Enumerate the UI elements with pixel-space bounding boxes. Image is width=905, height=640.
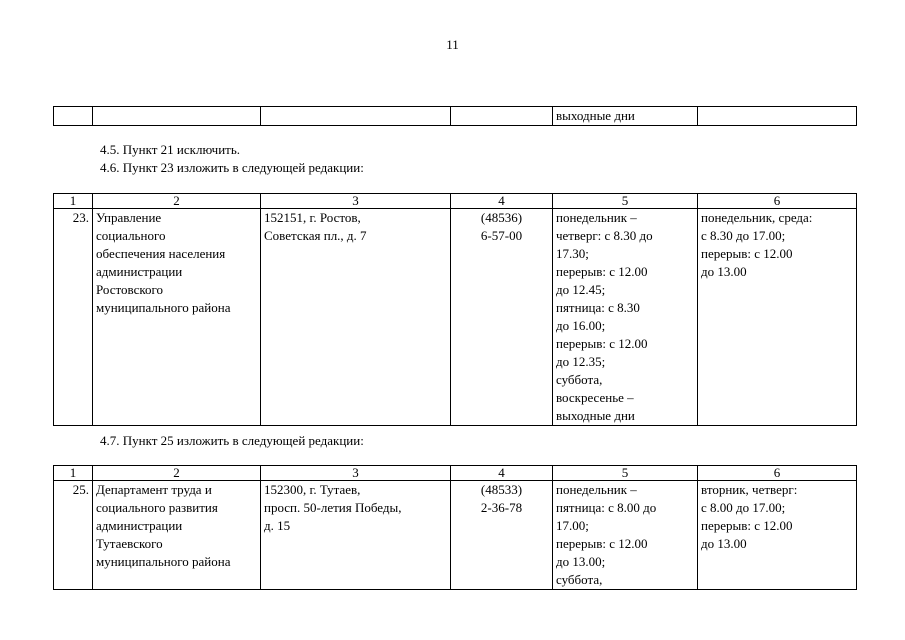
text-line: 17.00; [556,518,589,533]
organization-name [93,209,261,426]
text-line: перерыв: с 12.00 [556,264,648,279]
col-num-5: 5 [553,194,698,209]
text-line: 6-57-00 [480,228,523,243]
text-line: с 8.30 до 17.00; [701,228,786,243]
text-line: перерыв: с 12.00 [556,336,648,351]
paragraph-4-6: 4.6. Пункт 23 изложить в следующей редакции: [100,160,364,175]
organization-name [93,481,261,590]
column-number-row [54,194,857,209]
table-item-25 [53,465,857,590]
table-row [54,209,857,426]
table-item-23 [53,193,857,426]
text-line: обеспечения населения [96,246,226,261]
col-num-6: 6 [698,194,857,209]
text-line: 2-36-78 [480,500,523,515]
table-row [54,481,857,590]
address [261,481,451,590]
text-line: четверг: с 8.30 до [556,228,653,243]
text-line: Управление [96,210,162,225]
text-line: выходные дни [556,408,635,423]
text-line: муниципального района [96,554,231,569]
text-line: понедельник – [556,482,637,497]
text-line: перерыв: с 12.00 [556,536,648,551]
text-line: социального [96,228,166,243]
text-line: 17.30; [556,246,589,261]
col-num-2: 2 [93,466,261,481]
text-line: Департамент труда и [96,482,212,497]
prev-cell-5: выходные дни [553,107,698,126]
text-line: 152151, г. Ростов, [264,210,361,225]
text-line: до 13.00; [556,554,606,569]
phone [451,209,553,426]
text-line: Советская пл., д. 7 [264,228,367,243]
text-line: д. 15 [264,518,291,533]
text-line: пятница: с 8.30 [556,300,640,315]
text-line: (48533) [480,482,523,497]
text-line: до 16.00; [556,318,606,333]
col-num-3: 3 [261,194,451,209]
work-schedule [553,481,698,590]
text-line: перерыв: с 12.00 [701,246,793,261]
reception-hours [698,209,857,426]
text-line: понедельник – [556,210,637,225]
text-line: пятница: с 8.00 до [556,500,657,515]
text-line: администрации [96,264,183,279]
prev-cell-4 [451,107,553,126]
col-num-3: 3 [261,466,451,481]
text-line: социального развития [96,500,218,515]
col-num-4: 4 [451,466,553,481]
row-number: 23. [54,209,93,426]
text-line: администрации [96,518,183,533]
text-line: просп. 50-летия Победы, [264,500,402,515]
work-schedule [553,209,698,426]
previous-table-fragment [53,106,857,126]
reception-hours [698,481,857,590]
text-line: до 12.45; [556,282,606,297]
text-line: (48536) [480,210,523,225]
col-num-1: 1 [54,194,93,209]
page-number: 11 [446,37,459,52]
paragraph-4-7: 4.7. Пункт 25 изложить в следующей редакции: [100,433,364,448]
text-line: с 8.00 до 17.00; [701,500,786,515]
paragraph-4-5: 4.5. Пункт 21 исключить. [100,142,241,157]
prev-cell-1 [54,107,93,126]
column-number-row [54,466,857,481]
text-line: перерыв: с 12.00 [701,518,793,533]
text-line: суббота, [556,572,603,587]
text-line: понедельник, среда: [701,210,813,225]
text-line: до 13.00 [701,536,747,551]
col-num-2: 2 [93,194,261,209]
text-line: до 12.35; [556,354,606,369]
col-num-4: 4 [451,194,553,209]
row-number: 25. [54,481,93,590]
prev-cell-3 [261,107,451,126]
col-num-6: 6 [698,466,857,481]
address [261,209,451,426]
prev-cell-2 [93,107,261,126]
prev-cell-6 [698,107,857,126]
text-line: Тутаевского [96,536,163,551]
text-line: 152300, г. Тутаев, [264,482,361,497]
text-line: муниципального района [96,300,231,315]
phone [451,481,553,590]
col-num-5: 5 [553,466,698,481]
text-line: воскресенье – [556,390,634,405]
text-line: Ростовского [96,282,164,297]
text-line: суббота, [556,372,603,387]
col-num-1: 1 [54,466,93,481]
text-line: вторник, четверг: [701,482,798,497]
text-line: до 13.00 [701,264,747,279]
